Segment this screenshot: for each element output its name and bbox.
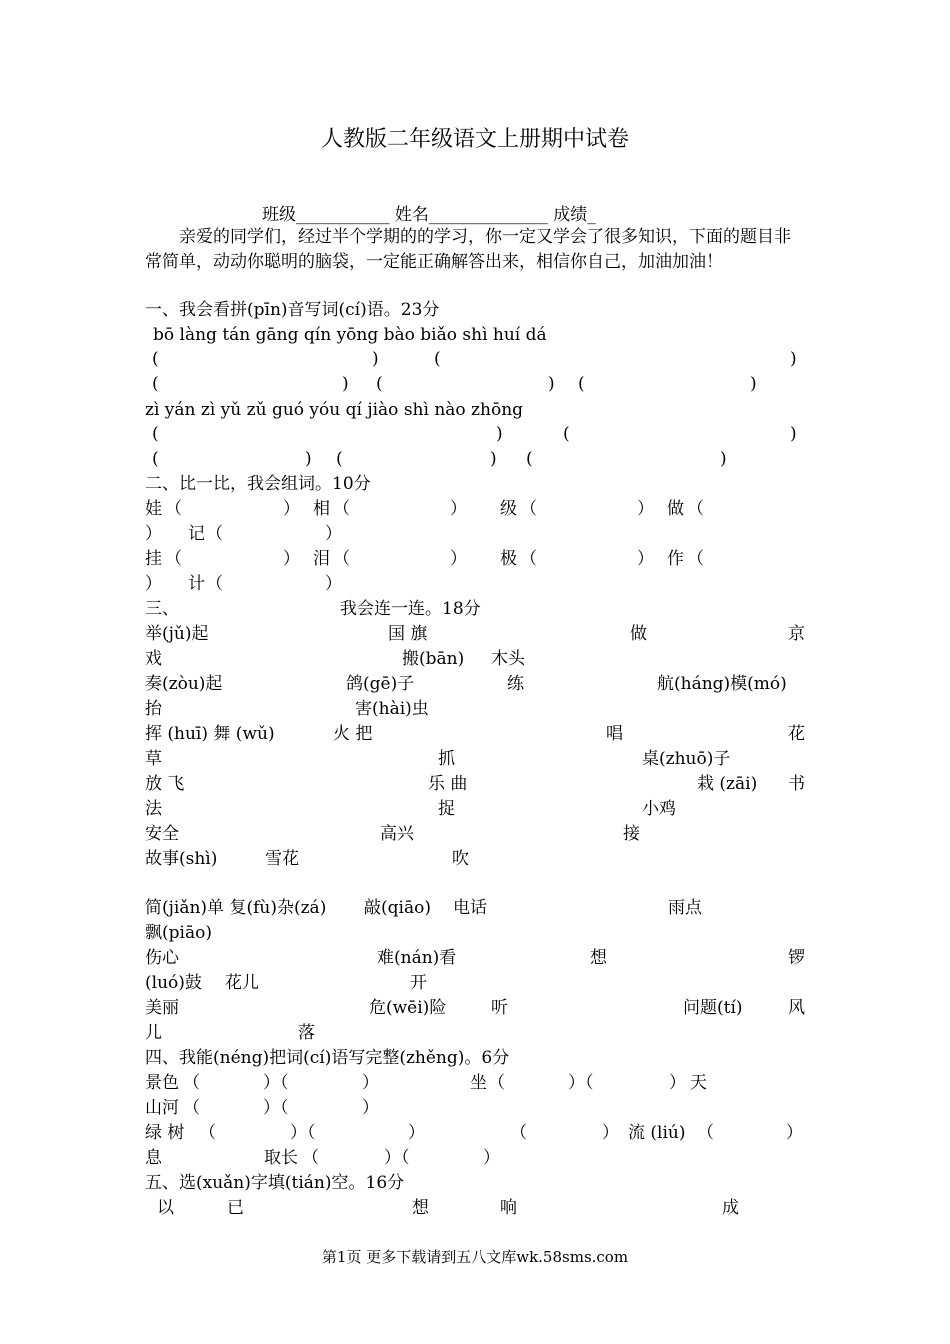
answer-paren: (	[526, 449, 533, 469]
match-item: 木头	[491, 649, 525, 669]
match-item: 抬	[145, 699, 162, 719]
match-item: 危(wēi)险	[369, 998, 447, 1018]
match-item: 伤心	[145, 948, 179, 968]
match-item: 雨点	[668, 898, 702, 918]
word-char: 作	[667, 549, 684, 569]
answer-paren: （	[165, 549, 182, 569]
answer-paren: )	[372, 349, 379, 369]
answer-paren: ）（	[290, 1123, 316, 1143]
word-stem: 山河	[145, 1098, 179, 1118]
section-4-header: 四、我能(néng)把词(cí)语写完整(zhěng)。6分	[145, 1048, 510, 1068]
answer-paren: （	[520, 499, 537, 519]
match-item: 法	[145, 799, 162, 819]
choice-char: 想	[412, 1198, 429, 1218]
match-item: 接	[623, 824, 640, 844]
answer-paren: (	[152, 449, 159, 469]
answer-paren: (	[578, 374, 585, 394]
answer-paren: (	[152, 374, 159, 394]
match-item: 简(jiǎn)单 复(fù)杂(zá)	[145, 898, 327, 918]
match-item: 听	[491, 998, 508, 1018]
match-item: 花	[788, 724, 805, 744]
answer-paren: (	[336, 449, 343, 469]
match-item: 练	[507, 674, 524, 694]
match-item: 花儿	[225, 973, 259, 993]
match-item: 栽 (zāi)	[697, 774, 758, 794]
match-item: 草	[145, 749, 162, 769]
word-stem: 坐	[470, 1073, 487, 1093]
match-item: 故事(shì)	[145, 849, 218, 869]
answer-paren: (	[563, 424, 570, 444]
section-3-header-number: 三、	[145, 599, 179, 619]
match-item: 乐 曲	[428, 774, 468, 794]
answer-paren: （	[183, 1098, 200, 1118]
answer-paren: （	[206, 524, 223, 544]
answer-paren: )	[790, 349, 797, 369]
choice-char: 成	[722, 1198, 739, 1218]
answer-paren: )	[790, 424, 797, 444]
word-char: 娃	[145, 499, 162, 519]
match-item: 放 飞	[145, 774, 185, 794]
word-stem: 绿 树	[145, 1123, 185, 1143]
choice-char: 已	[227, 1198, 244, 1218]
word-char: 相	[313, 499, 330, 519]
match-item: 落	[298, 1023, 315, 1043]
page-title: 人教版二年级语文上册期中试卷	[320, 127, 629, 152]
match-item: 问题(tí)	[683, 998, 743, 1018]
answer-paren: （	[333, 549, 350, 569]
student-info-line: 班级___________ 姓名______________ 成绩_	[262, 205, 596, 225]
answer-paren: （	[687, 499, 704, 519]
match-item: 戏	[145, 649, 162, 669]
answer-paren: （	[687, 549, 704, 569]
match-item: 风	[788, 998, 805, 1018]
word-char: 挂	[145, 549, 162, 569]
match-item: 火 把	[333, 724, 373, 744]
answer-paren: ）（	[263, 1073, 289, 1093]
match-item: 敲(qiāo)	[364, 898, 431, 918]
answer-paren: （	[510, 1123, 527, 1143]
answer-paren: )	[548, 374, 555, 394]
answer-paren: ）	[325, 574, 342, 594]
answer-paren: （	[183, 1073, 200, 1093]
answer-paren: )	[342, 374, 349, 394]
match-item: 举(jǔ)起	[145, 624, 209, 644]
section-1-header: 一、我会看拼(pīn)音写词(cí)语。23分	[145, 300, 440, 320]
answer-paren: ）	[145, 524, 162, 544]
match-item: 想	[590, 948, 607, 968]
match-item: 国 旗	[388, 624, 428, 644]
word-stem: 取长	[264, 1148, 298, 1168]
answer-paren: ）	[450, 499, 467, 519]
match-item: 京	[788, 624, 805, 644]
match-item: (luó)鼓	[145, 973, 202, 993]
match-item: 美丽	[145, 998, 179, 1018]
answer-paren: ）	[669, 1073, 686, 1093]
answer-paren: (	[434, 349, 441, 369]
intro-paragraph: 亲爱的同学们，经过半个学期的的学习，你一定又学会了很多知识，下面的题目非常简单，动动你聪明的脑袋，一定能正确解答出来，相信你自己，加油加油！	[145, 227, 791, 272]
answer-paren: （	[165, 499, 182, 519]
choice-char: 响	[500, 1198, 517, 1218]
match-item: 搬(bān)	[402, 649, 465, 669]
answer-paren: （	[199, 1123, 216, 1143]
answer-paren: ）（	[384, 1148, 410, 1168]
match-item: 捉	[438, 799, 455, 819]
match-item: 儿	[145, 1023, 162, 1043]
answer-paren: ）	[145, 574, 162, 594]
answer-paren: （	[206, 574, 223, 594]
section-3-header: 我会连一连。18分	[340, 599, 481, 619]
word-stem: 息	[145, 1148, 162, 1168]
word-char: 极	[500, 549, 517, 569]
choice-char: 以	[157, 1198, 174, 1218]
match-item: 难(nán)看	[377, 948, 457, 968]
match-item: 奏(zòu)起	[145, 674, 223, 694]
answer-paren: ）（	[263, 1098, 289, 1118]
word-stem: 流 (liú)	[628, 1123, 686, 1143]
answer-paren: )	[750, 374, 757, 394]
answer-paren: ）	[362, 1098, 379, 1118]
section-5-header: 五、选(xuǎn)字填(tián)空。16分	[145, 1173, 405, 1193]
match-item: 抓	[438, 749, 455, 769]
word-stem: 景色	[145, 1073, 179, 1093]
match-item: 唱	[606, 724, 623, 744]
answer-paren: ）	[325, 524, 342, 544]
word-char: 计	[188, 574, 205, 594]
word-char: 泪	[313, 549, 330, 569]
match-item: 开	[410, 973, 427, 993]
match-item: 航(háng)模(mó)	[657, 674, 787, 694]
match-item: 吹	[452, 849, 469, 869]
match-item: 小鸡	[642, 799, 676, 819]
match-item: 害(hài)虫	[355, 699, 429, 719]
answer-paren: （	[488, 1073, 505, 1093]
word-char: 级	[500, 499, 517, 519]
answer-paren: ）	[283, 499, 300, 519]
answer-paren: )	[305, 449, 312, 469]
match-item: 高兴	[380, 824, 414, 844]
answer-paren: （	[697, 1123, 714, 1143]
answer-paren: （	[302, 1148, 319, 1168]
match-item: 做	[630, 624, 647, 644]
match-item: 桌(zhuō)子	[642, 749, 731, 769]
match-item: 飘(piāo)	[145, 923, 212, 943]
answer-paren: ）	[362, 1073, 379, 1093]
answer-paren: ）	[637, 499, 654, 519]
answer-paren: ）	[283, 549, 300, 569]
answer-paren: )	[490, 449, 497, 469]
answer-paren: ）（	[568, 1073, 594, 1093]
answer-paren: ）	[450, 549, 467, 569]
answer-paren: （	[333, 499, 350, 519]
section-2-header: 二、比一比，我会组词。10分	[145, 474, 371, 494]
match-item: 锣	[788, 948, 805, 968]
answer-paren: （	[520, 549, 537, 569]
answer-paren: ）	[786, 1123, 803, 1143]
answer-paren: )	[720, 449, 727, 469]
answer-paren: (	[152, 349, 159, 369]
match-item: 挥 (huī) 舞 (wǔ)	[145, 724, 275, 744]
match-item: 雪花	[265, 849, 299, 869]
match-item: 书	[788, 774, 805, 794]
answer-paren: ）	[483, 1148, 500, 1168]
word-stem: 天	[690, 1073, 707, 1093]
answer-paren: ）	[408, 1123, 425, 1143]
answer-paren: ）	[602, 1123, 619, 1143]
word-char: 做	[667, 499, 684, 519]
match-item: 安全	[145, 824, 179, 844]
pinyin-row-2: zì yán zì yǔ zǔ guó yóu qí jiào shì nào zhōng	[145, 400, 524, 420]
match-item: 电话	[453, 898, 487, 918]
answer-paren: (	[152, 424, 159, 444]
pinyin-row-1: bō làng tán gāng qín yōng bào biǎo shì huí dá	[153, 325, 547, 345]
answer-paren: )	[496, 424, 503, 444]
match-item: 鸽(gē)子	[346, 674, 415, 694]
answer-paren: (	[376, 374, 383, 394]
word-char: 记	[188, 524, 205, 544]
page-footer: 第1页 更多下载请到五八文库wk.58sms.com	[321, 1248, 629, 1266]
answer-paren: ）	[637, 549, 654, 569]
